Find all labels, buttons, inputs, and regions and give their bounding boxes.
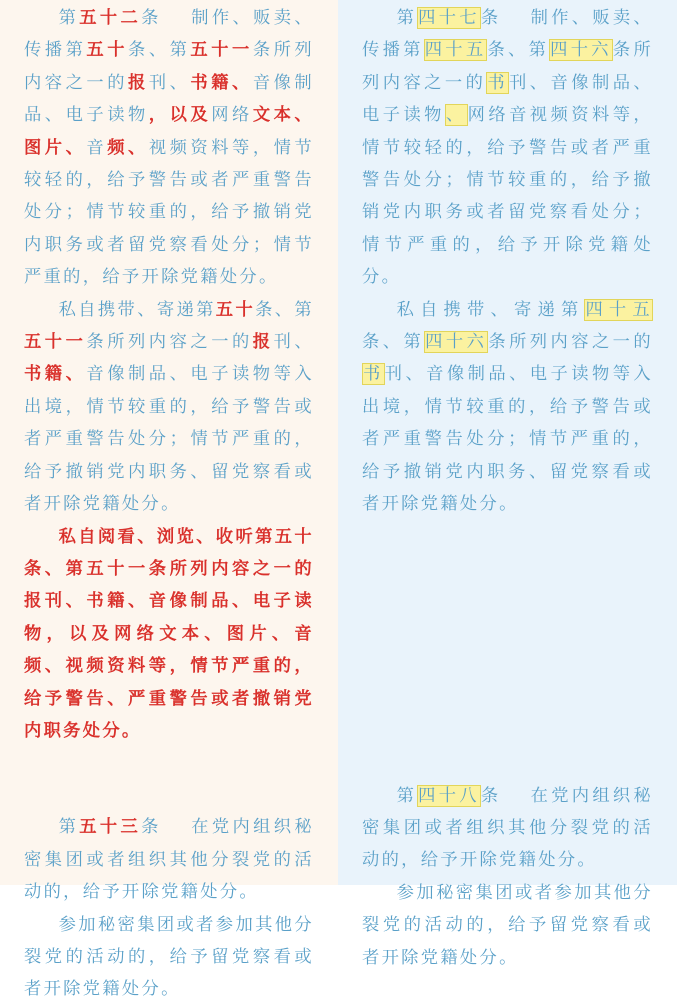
- highlighted-text: 、: [445, 105, 467, 126]
- article-number: 五十二: [79, 8, 142, 28]
- changed-text: 五十一: [24, 332, 87, 353]
- section-gap: [24, 779, 314, 811]
- left-column-new-version: [0, 0, 338, 1000]
- text-segment: 条所列内容之一的: [24, 40, 315, 93]
- text-segment: 条 制作、贩卖、传播第: [362, 8, 653, 61]
- article-52-paragraph-1: [24, 2, 314, 294]
- changed-text: 频、: [107, 137, 149, 158]
- text-segment: 第: [58, 8, 80, 28]
- article-48-paragraph-2: 参加秘密集团或者参加其他分裂党的活动的，给予留党察看或者开除党籍处分。: [362, 882, 653, 968]
- text-segment: 条、第: [362, 332, 425, 353]
- changed-text: 报: [128, 72, 149, 93]
- highlighted-text: 书: [363, 364, 384, 385]
- text-segment: 视频资料等，情节较轻的，给予警告或者严重警告处分；情节较重的，给予撤销党内职务或者留党察看处分；情节严重的，给予开除党籍处分。: [24, 137, 315, 288]
- text-segment: 条 在党内组织秘密集团或者组织其他分裂党的活动的，给予开除党籍处分。: [24, 817, 314, 903]
- changed-text: 书籍、: [190, 72, 253, 93]
- text-segment: 刊、: [273, 332, 314, 353]
- changed-text: 报: [252, 332, 274, 353]
- highlighted-text: 书: [487, 72, 509, 93]
- highlighted-text: 四十六: [550, 40, 612, 61]
- article-48-paragraph-1: [362, 780, 653, 877]
- highlighted-text: 四十五: [585, 299, 652, 320]
- text-segment: 条所列内容之一的: [488, 332, 653, 353]
- text-segment: 音像制品、电子读物等入出境，情节较重的，给予警告或者严重警告处分；情节严重的，给予撤销党内职务、留党察看或者开除党籍处分。: [24, 364, 314, 515]
- text-segment: 刊、: [148, 72, 191, 93]
- article-47-paragraph-2: [362, 294, 653, 521]
- article-52-paragraph-2: [24, 294, 314, 521]
- changed-text: 五十: [86, 40, 129, 61]
- right-column-old-version: [338, 0, 677, 968]
- highlighted-text: 四十六: [425, 332, 488, 353]
- changed-text: 书籍、: [24, 364, 87, 385]
- highlighted-text: 四十五: [424, 40, 487, 61]
- text-segment: 条所列内容之一的: [86, 332, 253, 353]
- text-segment: 网络音视频资料等，情节较轻的，给予警告或者严重警告处分；情节较重的，给予撤销党内职务或者留党察看处分；情节严重的，给予开除党籍处分。: [362, 105, 654, 288]
- highlighted-text: 四十八: [418, 785, 480, 806]
- highlighted-text: 四十七: [418, 8, 480, 28]
- blank-space: [362, 521, 653, 780]
- changed-text: 文本、图片、: [24, 105, 314, 158]
- article-number: 五十三: [79, 817, 142, 838]
- text-segment: 网络: [211, 105, 253, 126]
- text-segment: 第: [58, 817, 80, 838]
- article-52-paragraph-3-new: 私自阅看、浏览、收听第五十条、第五十一条所列内容之一的报刊、书籍、音像制品、电子读物，以及网络文本、图片、音频、视频资料等，情节严重的，给予警告、严重警告或者撤销党内职务处分。: [24, 526, 314, 741]
- text-segment: 第: [396, 8, 418, 28]
- section-gap: [24, 747, 314, 779]
- text-segment: 音像制品、电子读物: [24, 72, 315, 126]
- changed-text: 五十: [215, 299, 256, 320]
- text-segment: 刊、音像制品、电子读物等入出境，情节较重的，给予警告或者严重警告处分；情节严重的，给予撤销党内职务、留党察看或者开除党籍处分。: [362, 364, 653, 515]
- article-53-paragraph-2: 参加秘密集团或者参加其他分裂党的活动的，给予留党察看或者开除党籍处分。: [24, 914, 314, 1000]
- text-segment: 条 制作、贩卖、传播第: [24, 8, 314, 61]
- text-segment: 私自携带、寄递第: [396, 299, 585, 320]
- article-53-paragraph-1: [24, 811, 314, 908]
- article-47-paragraph-1: [362, 2, 653, 294]
- text-segment: 私自携带、寄递第: [58, 299, 216, 320]
- text-segment: 条 在党内组织秘密集团或者组织其他分裂党的活动的，给予开除党籍处分。: [362, 785, 653, 871]
- text-segment: 条、第: [128, 40, 191, 61]
- text-segment: 条、第: [487, 40, 550, 61]
- text-segment: 音: [86, 137, 108, 158]
- text-segment: 条、第: [255, 299, 314, 320]
- text-segment: 刊、音像制品、电子读物: [362, 72, 653, 126]
- changed-text: 五十一: [190, 40, 253, 61]
- changed-text: ，以及: [148, 105, 212, 126]
- text-segment: 条所列内容之一的: [362, 40, 654, 93]
- text-segment: 第: [396, 785, 418, 806]
